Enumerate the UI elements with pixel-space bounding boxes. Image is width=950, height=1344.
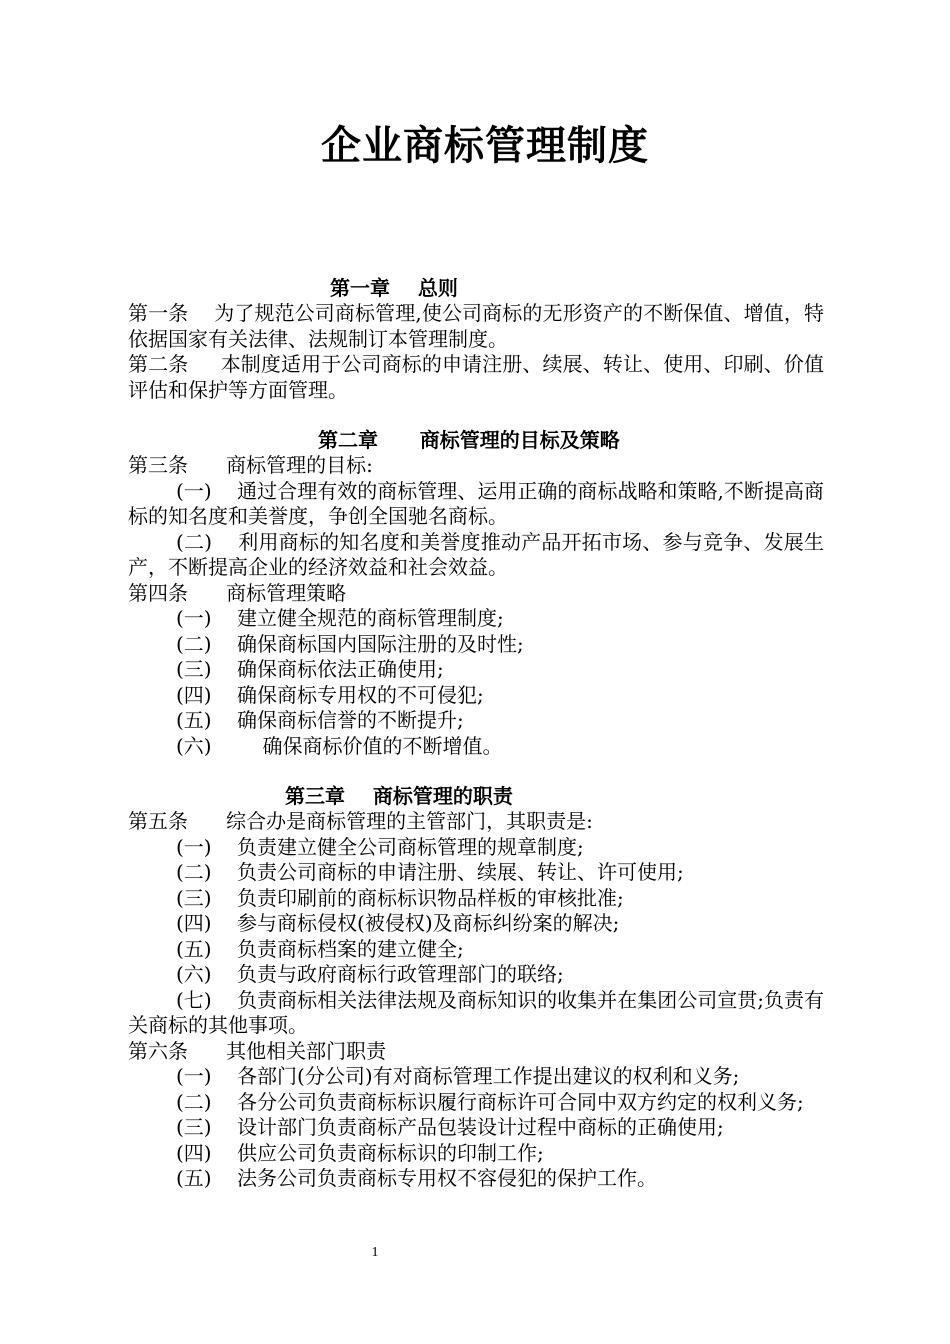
article-5-item: (七) 负责商标相关法律法规及商标知识的收集并在集团公司宣贯;负责有关商标的其他事项。 — [128, 987, 824, 1037]
article-5: 第五条 综合办是商标管理的主管部门，其职责是: — [128, 809, 593, 833]
document-title: 企业商标管理制度 — [321, 123, 649, 169]
article-6-item: (五) 法务公司负责商标专用权不容侵犯的保护工作。 — [176, 1166, 658, 1190]
article-6-item: (三) 设计部门负责商标产品包装设计过程中商标的正确使用; — [176, 1115, 724, 1139]
article-5-item: (六) 负责与政府商标行政管理部门的联络; — [176, 962, 564, 986]
article-1: 第一条 为了规范公司商标管理,使公司商标的无形资产的不断保值、增值，特依据国家有关法律、法规制订本管理制度。 — [128, 301, 824, 351]
article-4-item: (三) 确保商标依法正确使用; — [176, 657, 444, 681]
chapter-1-heading: 第一章 总则 — [330, 276, 458, 300]
article-6-item: (四) 供应公司负责商标标识的印制工作; — [176, 1140, 544, 1165]
article-6: 第六条 其他相关部门职责 — [128, 1038, 387, 1063]
article-5-item: (一) 负责建立健全公司商标管理的规章制度; — [176, 834, 584, 859]
article-5-item: (二) 负责公司商标的申请注册、续展、转让、许可使用; — [176, 860, 684, 884]
chapter-3-heading: 第三章 商标管理的职责 — [285, 784, 513, 808]
article-3-item: (二) 利用商标的知名度和美誉度推动产品开拓市场、参与竞争、发展生产，不断提高企业的经济效益和社会效益。 — [128, 529, 824, 579]
chapter-2-heading: 第二章 商标管理的目标及策略 — [318, 428, 620, 452]
article-5-item: (三) 负责印刷前的商标标识物品样板的审核批准; — [176, 885, 624, 910]
page-number: 1 — [371, 1245, 379, 1260]
article-4-item: (六) 确保商标价值的不断增值。 — [176, 733, 503, 758]
article-2: 第二条 本制度适用于公司商标的申请注册、续展、转让、使用、印刷、价值评估和保护等方面管理。 — [128, 352, 824, 402]
article-5-item: (四) 参与商标侵权(被侵权)及商标纠纷案的解决; — [176, 911, 620, 935]
article-4-item: (五) 确保商标信誉的不断提升; — [176, 708, 464, 732]
article-4-item: (二) 确保商标国内国际注册的及时性; — [176, 631, 524, 656]
article-4-item: (一) 建立健全规范的商标管理制度; — [176, 606, 504, 630]
article-6-item: (一) 各部门(分公司)有对商标管理工作提出建议的权利和义务; — [176, 1064, 740, 1088]
article-3: 第三条 商标管理的目标: — [128, 453, 373, 477]
article-4-item: (四) 确保商标专用权的不可侵犯; — [176, 682, 484, 707]
document-body — [128, 276, 824, 1192]
article-6-item: (二) 各分公司负责商标标识履行商标许可合同中双方约定的权利义务; — [176, 1089, 804, 1114]
article-5-item: (五) 负责商标档案的建立健全; — [176, 936, 464, 961]
article-3-item: (一) 通过合理有效的商标管理、运用正确的商标战略和策略,不断提高商标的知名度和美誉度，争创全国驰名商标。 — [128, 478, 824, 528]
article-4: 第四条 商标管理策略 — [128, 580, 347, 605]
